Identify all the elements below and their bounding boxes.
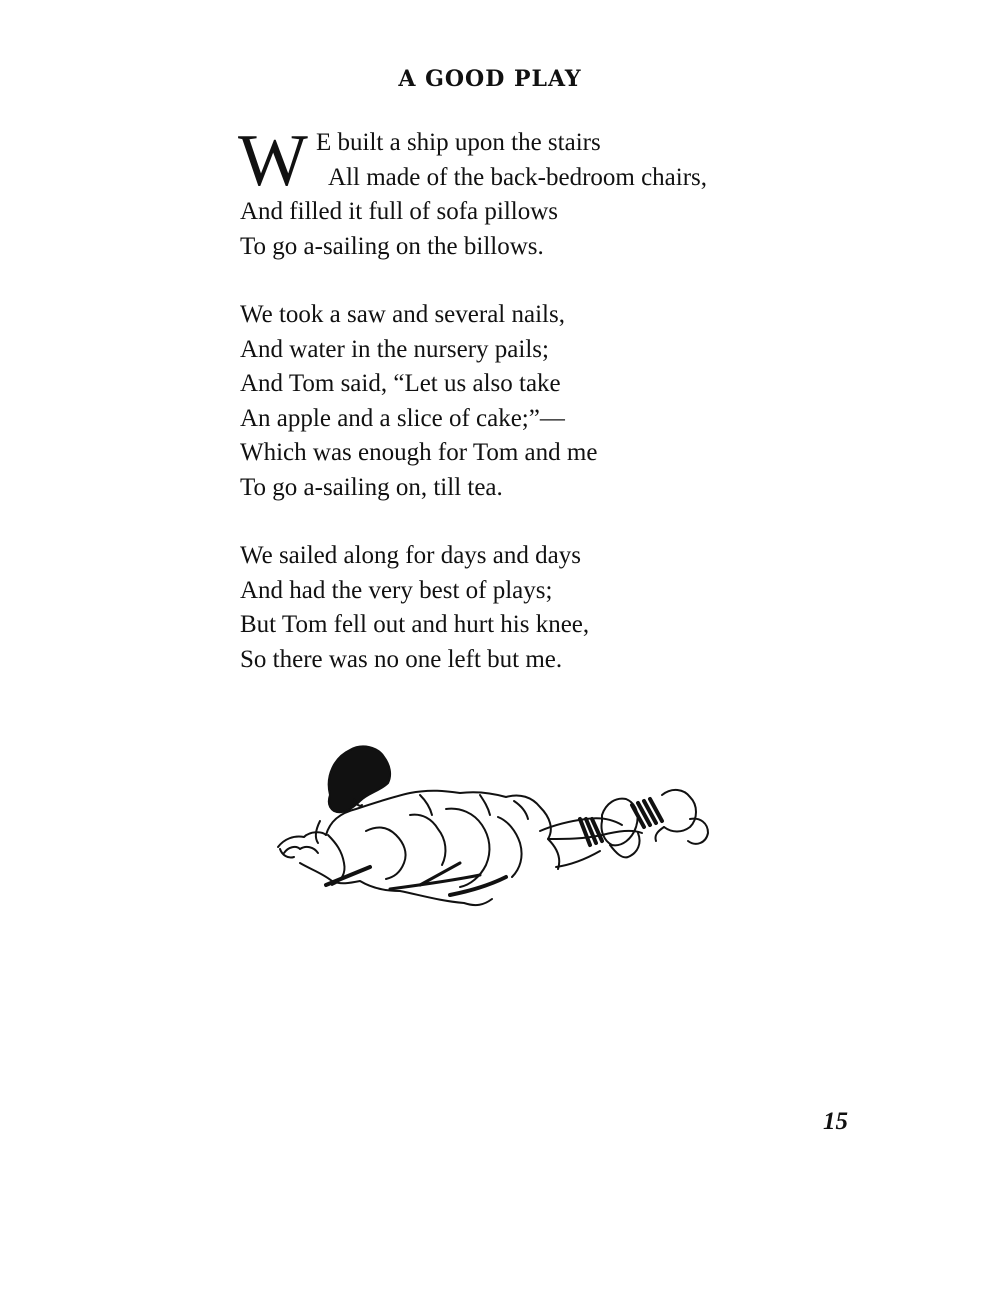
stanza-1 (238, 120, 860, 264)
poem-line: All made of the back-bedroom chairs, (328, 163, 708, 191)
stanza-divider (240, 505, 860, 539)
poem-line: And had the very best of plays; (240, 576, 553, 604)
poem-line: We took a saw and several nails, (240, 301, 565, 328)
hair-shape (329, 746, 390, 812)
poem-line: But Tom fell out and hurt his knee, (240, 611, 590, 638)
poem-line: And Tom said, “Let us also take (240, 370, 561, 397)
drop-cap: W (238, 120, 308, 202)
page-number: 15 (823, 1108, 848, 1135)
opening-lines (238, 120, 860, 202)
poem-line: An apple and a slice of cake;”— (240, 404, 565, 432)
poem-line: To go a-sailing on, till tea. (240, 473, 503, 501)
poem-line: We sailed along for days and days (240, 542, 581, 569)
poem-line: So there was no one left but me. (240, 645, 563, 673)
poem (238, 120, 860, 677)
poem-line: Which was enough for Tom and me (240, 439, 598, 466)
child-lying-illustration (270, 735, 720, 915)
poem-line: E built a ship upon the stairs (316, 129, 601, 156)
poem-line: And water in the nursery pails; (240, 335, 549, 363)
page-title: A GOOD PLAY (398, 66, 582, 92)
poem-line: To go a-sailing on the billows. (240, 232, 544, 260)
stanza-3 (240, 539, 860, 677)
stanza-2 (240, 298, 860, 505)
stanza-divider (240, 264, 860, 298)
poem-line: And filled it full of sofa pillows (240, 198, 559, 225)
